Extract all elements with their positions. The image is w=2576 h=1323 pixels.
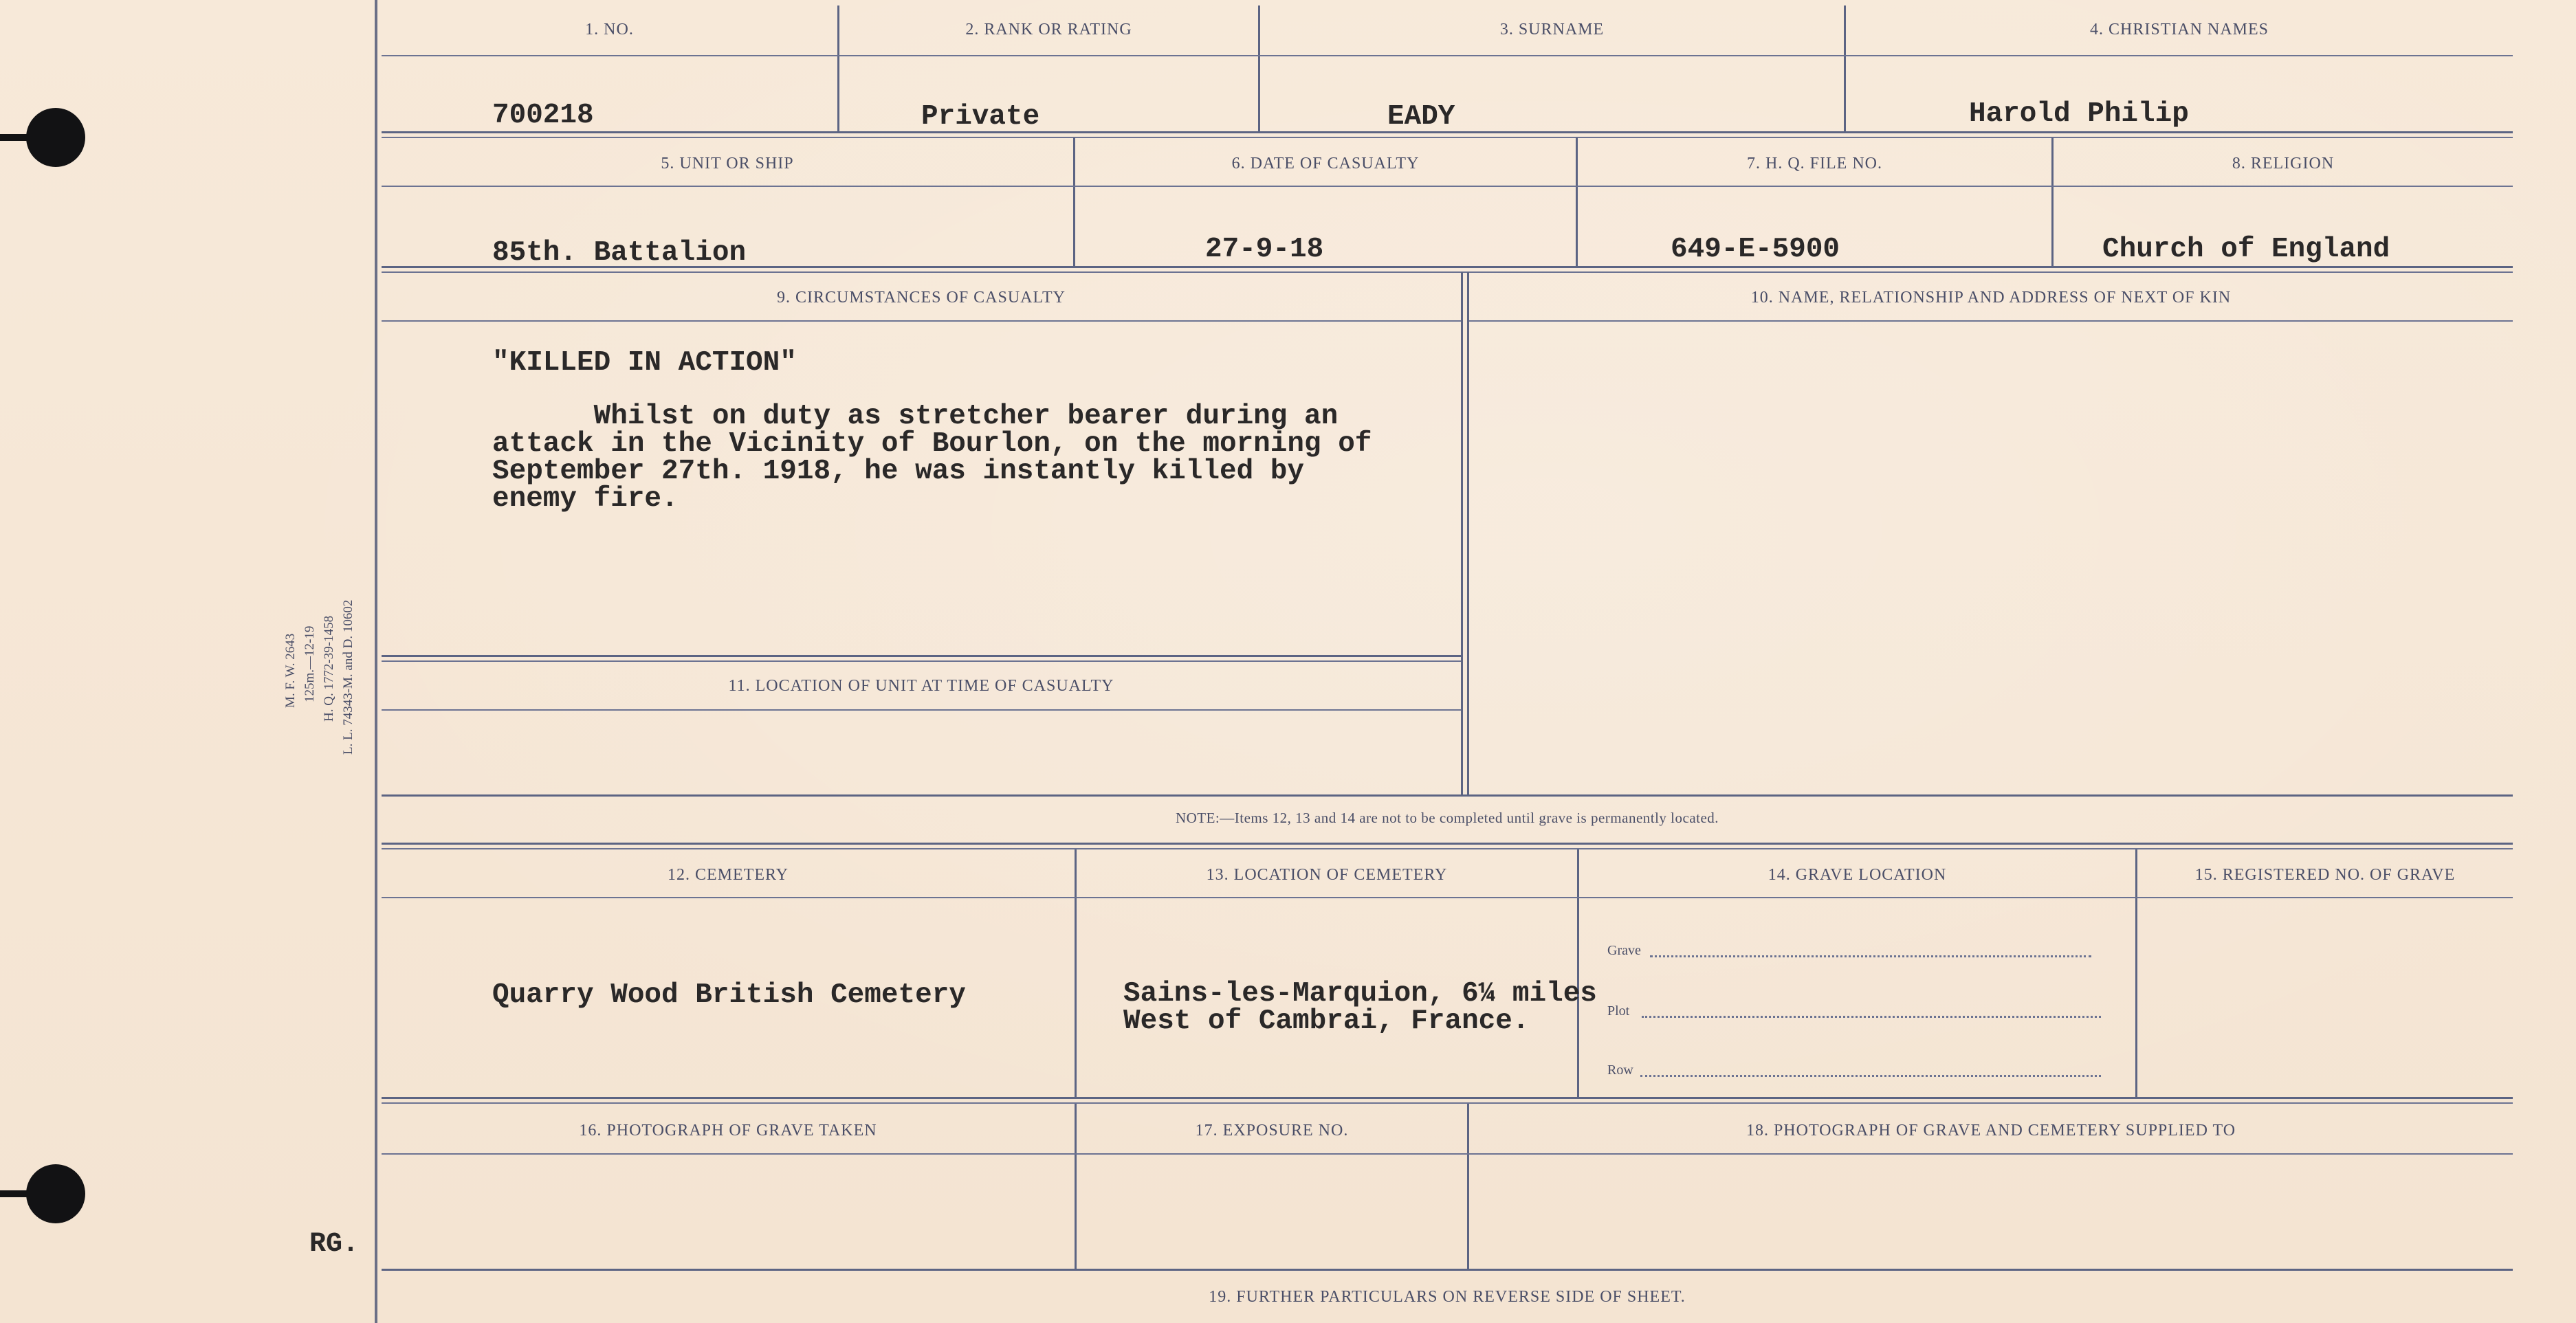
rule: [1469, 320, 2513, 322]
grave-line: [1650, 955, 2091, 957]
divider: [1461, 272, 1463, 794]
divider: [2135, 849, 2137, 1097]
rule: [382, 1097, 2513, 1099]
rule: [382, 137, 2513, 138]
form-print-code-4: L. L. 74343-M. and D. 10602: [341, 599, 355, 755]
field-3-label: 3. SURNAME: [1499, 21, 1605, 38]
rule: [382, 848, 2513, 849]
cemetery-location-line-1: Sains-les-Marquion, 6¼ miles: [1123, 978, 1597, 1010]
field-9-label: 9. CIRCUMSTANCES OF CASUALTY: [777, 289, 1066, 307]
form-print-code-1: M. F. W. 2643: [283, 633, 298, 708]
field-8-label: 8. RELIGION: [2232, 155, 2335, 173]
circumstances-line-3: September 27th. 1918, he was instantly killed by: [492, 456, 1304, 487]
divider: [1075, 849, 1077, 1097]
field-13-label: 13. LOCATION OF CEMETERY: [1206, 866, 1448, 884]
field-6-label: 6. DATE OF CASUALTY: [1231, 155, 1420, 173]
form-print-code-2: 125m.—12-19: [302, 625, 317, 702]
rule: [382, 843, 2513, 845]
divider: [1467, 272, 1469, 794]
rule: [382, 186, 2513, 187]
row-line: [1640, 1075, 2101, 1077]
rule: [382, 271, 2513, 273]
rule: [382, 709, 1461, 711]
cemetery-location-line-2: West of Cambrai, France.: [1123, 1005, 1530, 1037]
field-17-label: 17. EXPOSURE NO.: [1195, 1122, 1349, 1139]
initials: RG.: [309, 1229, 360, 1260]
rule: [382, 320, 1461, 322]
form-print-code-3: H. Q. 1772-39-1458: [322, 615, 336, 722]
binder-hole-top: [26, 108, 85, 167]
binder-hole-bottom: [26, 1164, 85, 1223]
row-label: Row: [1607, 1063, 1633, 1078]
rule: [382, 660, 1461, 662]
rule: [382, 1269, 2513, 1271]
field-18-label: 18. PHOTOGRAPH OF GRAVE AND CEMETERY SUPPLIED TO: [1746, 1122, 2236, 1139]
plot-label: Plot: [1607, 1003, 1630, 1019]
rule: [382, 55, 2513, 56]
field-1-label: 1. NO.: [585, 21, 634, 38]
circumstances-line-2: attack in the Vicinity of Bourlon, on the morning of: [492, 428, 1372, 460]
rank: Private: [921, 101, 1040, 133]
surname: EADY: [1387, 101, 1455, 133]
circumstances-line-4: enemy fire.: [492, 483, 679, 515]
rule: [382, 794, 2513, 797]
field-11-label: 11. LOCATION OF UNIT AT TIME OF CASUALTY: [728, 677, 1114, 695]
service-number: 700218: [492, 100, 594, 131]
field-4-label: 4. CHRISTIAN NAMES: [2089, 21, 2269, 38]
field-16-label: 16. PHOTOGRAPH OF GRAVE TAKEN: [579, 1122, 877, 1139]
circumstances-title: "KILLED IN ACTION": [492, 347, 797, 379]
rule: [382, 1153, 2513, 1155]
divider: [1577, 849, 1579, 1097]
plot-line: [1642, 1016, 2101, 1018]
field-7-label: 7. H. Q. FILE NO.: [1747, 155, 1882, 173]
rule: [382, 655, 1461, 657]
religion: Church of England: [2102, 234, 2390, 265]
cemetery-name: Quarry Wood British Cemetery: [492, 979, 966, 1011]
unit: 85th. Battalion: [492, 237, 747, 269]
date-of-casualty: 27-9-18: [1205, 234, 1324, 265]
margin-line: [375, 0, 377, 1323]
note-text: NOTE:—Items 12, 13 and 14 are not to be completed until grave is permanently located.: [1175, 810, 1719, 826]
field-19-label: 19. FURTHER PARTICULARS ON REVERSE SIDE OF SHEET.: [1209, 1288, 1686, 1306]
field-12-label: 12. CEMETERY: [667, 866, 789, 884]
field-2-label: 2. RANK OR RATING: [965, 21, 1132, 38]
circumstances-line-1: Whilst on duty as stretcher bearer during an: [492, 401, 1339, 432]
hq-file-number: 649-E-5900: [1671, 234, 1840, 265]
grave-label: Grave: [1607, 943, 1641, 958]
rule: [382, 1102, 2513, 1104]
field-15-label: 15. REGISTERED NO. OF GRAVE: [2194, 866, 2456, 884]
field-5-label: 5. UNIT OR SHIP: [661, 155, 794, 173]
field-14-label: 14. GRAVE LOCATION: [1768, 866, 1947, 884]
christian-names: Harold Philip: [1969, 98, 2189, 130]
field-10-label: 10. NAME, RELATIONSHIP AND ADDRESS OF NEXT OF KIN: [1750, 289, 2232, 307]
rule: [382, 897, 2513, 898]
